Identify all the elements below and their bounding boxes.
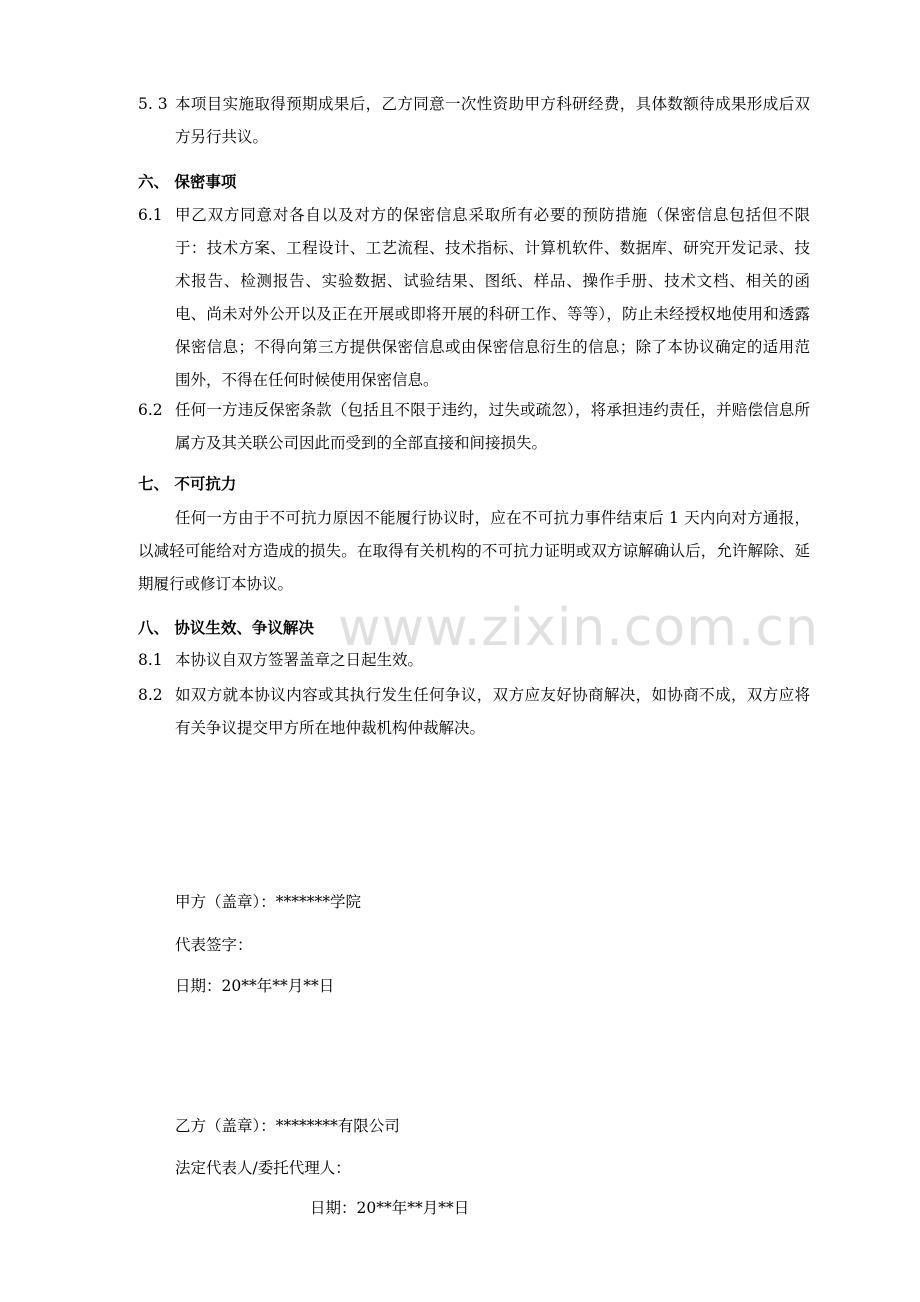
clause-text: 本协议自双方签署盖章之日起生效。 xyxy=(175,651,424,669)
section-8-heading: 八、 协议生效、争议解决 xyxy=(138,618,314,637)
clause-8-1 xyxy=(138,644,810,677)
clause-number: 6.1 xyxy=(138,206,163,224)
clause-6-1 xyxy=(138,199,810,397)
clause-8-2 xyxy=(138,679,810,745)
party-b-representative-line: 法定代表人/委托代理人： xyxy=(175,1159,351,1177)
clause-number: 8.2 xyxy=(138,686,163,704)
clause-text: 如双方就本协议内容或其执行发生任何争议，双方应友好协商解决，如协商不成，双方应将有关争议提交甲方所在地仲裁机构仲裁解决。 xyxy=(175,686,810,737)
clause-6-2 xyxy=(138,394,810,460)
party-b-seal-line: 乙方（盖章）：********有限公司 xyxy=(175,1117,400,1135)
party-b-date-line: 日期：20**年**月**日 xyxy=(310,1199,470,1217)
clause-number: 8.1 xyxy=(138,651,163,669)
clause-text: 任何一方违反保密条款（包括且不限于违约，过失或疏忽），将承担违约责任，并赔偿信息所属方及其关联公司因此而受到的全部直接和间接损失。 xyxy=(175,401,810,452)
section-7-heading: 七、 不可抗力 xyxy=(138,474,237,493)
clause-number: 6.2 xyxy=(138,401,163,419)
section-6-heading: 六、 保密事项 xyxy=(138,172,237,191)
party-a-representative-line: 代表签字： xyxy=(175,936,253,954)
watermark: www.zixin.com.cn xyxy=(338,598,819,658)
clause-5-3 xyxy=(138,88,810,154)
party-a-seal-line: 甲方（盖章）：*******学院 xyxy=(175,893,362,911)
force-majeure-paragraph: 任何一方由于不可抗力原因不能履行协议时，应在不可抗力事件结束后 1 天内向对方通报，以减轻可能给对方造成的损失。在取得有关机构的不可抗力证明或双方谅解确认后，允许解除、延期履行或修订本协议。 xyxy=(138,509,810,593)
party-a-date-line: 日期：20**年**月**日 xyxy=(175,977,335,995)
clause-text: 本项目实施取得预期成果后，乙方同意一次性资助甲方科研经费，具体数额待成果形成后双方另行共议。 xyxy=(175,95,810,146)
clause-number: 5. 3 xyxy=(138,95,168,113)
clause-text: 甲乙双方同意对各自以及对方的保密信息采取所有必要的预防措施（保密信息包括但不限于：技术方案、工程设计、工艺流程、技术指标、计算机软件、数据库、研究开发记录、技术报告、检测报告、实验数据、试验结果、图纸、样品、操作手册、技术文档、相关的函电、尚未对外公开以及正在开展或即将开展的科研工作、等等），防止未经授权地使用和透露保密信息；不得向第三方提供保密信息或由保密信息衍生的信息；除了本协议确定的适用范围外，不得在任何时候使用保密信息。 xyxy=(175,206,810,389)
